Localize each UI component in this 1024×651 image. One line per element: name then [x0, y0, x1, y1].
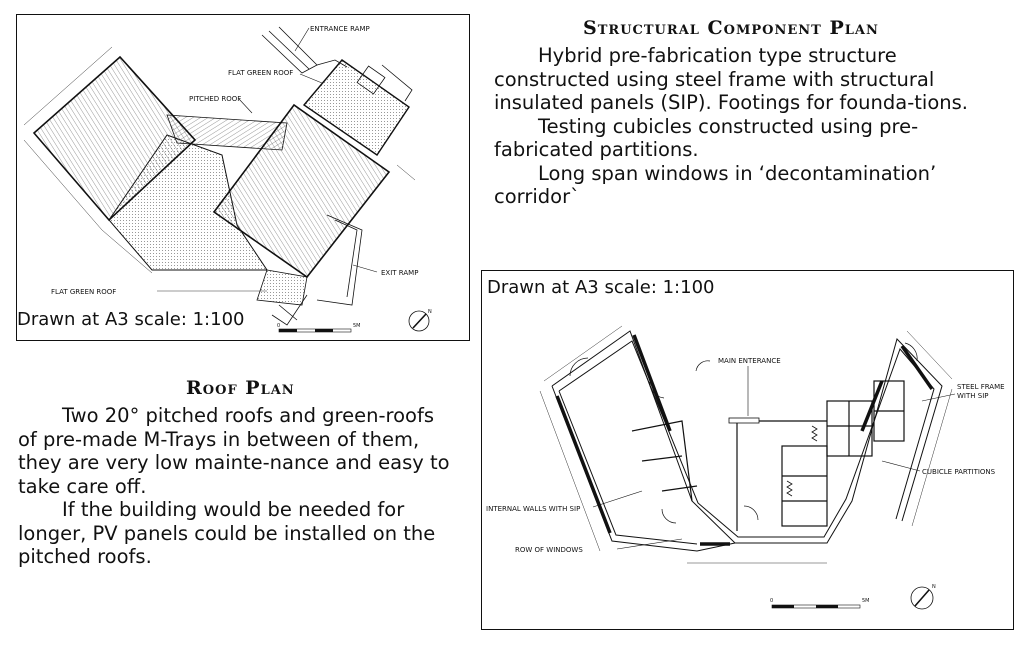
- entrance-ramp-label: ENTRANCE RAMP: [310, 25, 370, 33]
- north-label: N: [932, 584, 936, 590]
- structural-paragraph-3: Long span windows in ‘decontamination’ corridor`: [494, 161, 937, 208]
- cubicle-partitions-label: CUBICLE PARTITIONS: [922, 468, 996, 476]
- cubicle-zigzags: [787, 426, 817, 496]
- structural-plan-heading: Structural Component Plan: [583, 17, 879, 39]
- roof-plan-text: [18, 404, 458, 569]
- roof-plan-heading: Roof Plan: [186, 377, 295, 399]
- internal-walls-label: INTERNAL WALLS WITH SIP: [486, 505, 581, 513]
- leader-lines: [593, 366, 955, 549]
- flat-green-roof-top-label: FLAT GREEN ROOF: [228, 69, 294, 77]
- scale-bar: [277, 323, 361, 332]
- scale-bar-end: 5M: [353, 323, 361, 329]
- main-entrance-opening: [729, 418, 759, 423]
- north-arrow-icon: [911, 584, 936, 609]
- pitched-roof-label: PITCHED ROOF: [189, 95, 242, 103]
- scale-bar-start: 0: [277, 323, 281, 329]
- scale-bar: [770, 598, 870, 608]
- steel-frame-label-1: STEEL FRAME: [957, 383, 1005, 391]
- sip-wall-segments: [557, 335, 932, 544]
- exit-ramp-label: EXIT RAMP: [381, 269, 419, 277]
- lower-flat-roof: [257, 270, 307, 305]
- structural-plan-svg: [482, 271, 1012, 628]
- roof-paragraph-2: If the building would be needed for longer, PV panels could be installed on the pitched roofs.: [18, 498, 436, 568]
- scale-bar-end: 5M: [862, 598, 870, 604]
- structural-paragraph-2: Testing cubicles constructed using pre-fabricated partitions.: [494, 114, 919, 161]
- internal-walls: [632, 381, 904, 531]
- scale-bar-start: 0: [770, 598, 774, 604]
- flat-green-roof-bottom-label: FLAT GREEN ROOF: [51, 288, 117, 296]
- row-of-windows-label: ROW OF WINDOWS: [515, 546, 583, 554]
- steel-frame-label-2: WITH SIP: [957, 392, 989, 400]
- door-swings: [570, 343, 917, 523]
- roof-paragraph-1: Two 20° pitched roofs and green-roofs of pre-made M-Trays in between of them, they are very low mainte-nance and easy to take care off.: [18, 404, 450, 498]
- roof-plan-svg: [17, 15, 468, 339]
- roof-plan-drawing: [16, 14, 470, 341]
- structural-paragraph-1: Hybrid pre-fabrication type structure constructed using steel frame with structural insulated panels (SIP). Footings for founda-tions.: [494, 44, 968, 114]
- north-label: N: [428, 309, 432, 315]
- structural-plan-drawing: [481, 270, 1014, 630]
- roof-scale-note: Drawn at A3 scale: 1:100: [17, 309, 245, 330]
- structural-plan-text: [494, 44, 994, 209]
- main-entrance-label: MAIN ENTERANCE: [718, 357, 781, 365]
- structural-scale-note: Drawn at A3 scale: 1:100: [487, 277, 715, 298]
- north-arrow-icon: [409, 309, 432, 331]
